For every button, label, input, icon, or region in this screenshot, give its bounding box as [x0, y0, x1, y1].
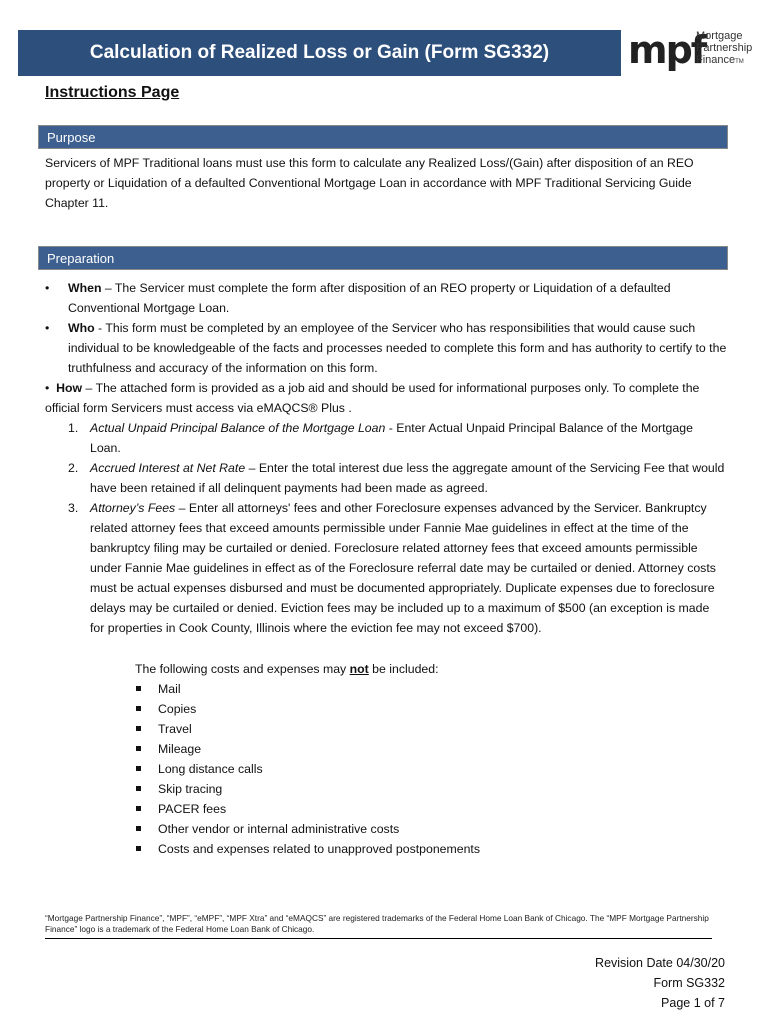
- trademark-footnote: “Mortgage Partnership Finance”, “MPF”, “eMPF”, “MPF Xtra” and “eMAQCS” are registered trademarks of the Federal Home Loan Bank of Chicago. The “MPF Mortgage Partnership Finance” logo is a trademark of the Federal Home Loan Bank of Chicago.: [45, 913, 709, 934]
- square-bullet-icon: [136, 746, 141, 751]
- purpose-text: Servicers of MPF Traditional loans must use this form to calculate any Realized Loss/(Gain) after disposition of an REO property or Liquidation of a defaulted Conventional Mortgage Loan in accordance with MPF Traditional Servicing Guide Chapter 11.: [45, 156, 694, 210]
- form-number: Form SG332: [653, 976, 725, 990]
- step-title: Actual Unpaid Principal Balance of the Mortgage Loan: [90, 421, 386, 435]
- how-label: How: [56, 381, 83, 395]
- cost-label: Costs and expenses related to unapproved postponements: [158, 842, 480, 856]
- logo-line-3: Finance: [696, 54, 736, 66]
- square-bullet-icon: [136, 686, 141, 691]
- step-number: 1.: [68, 421, 79, 435]
- square-bullet-icon: [136, 786, 141, 791]
- who-label: Who: [68, 321, 95, 335]
- revision-date: Revision Date 04/30/20: [595, 956, 725, 970]
- square-bullet-icon: [136, 846, 141, 851]
- step-text: – Enter all attorneys' fees and other Foreclosure expenses advanced by the Servicer. Bankruptcy related attorney fees that exceed amounts permissible under Fannie Mae guidelines in effect at the time of the bankruptcy filing may be curtailed or denied. Foreclosure related attorney fees that exceed amounts permissible under Fannie Mae guidelines in effect as of the Foreclosure referral date may be curtailed or denied. Attorney costs must be actual expenses disbursed and must be documented appropriately. Duplicate expenses due to foreclosure delays may be curtailed or denied. Eviction fees may be included up to a maximum of $500 (an exception is made for properties in Cook County, Illinois where the eviction fee may not exceed $700).: [90, 501, 716, 635]
- how-text: – The attached form is provided as a job aid and should be used for informational purposes only. To complete the official form Servicers must access via eMAQCS® Plus .: [45, 381, 700, 415]
- when-label: When: [68, 281, 102, 295]
- step-title: Accrued Interest at Net Rate: [90, 461, 246, 475]
- cost-label: Travel: [158, 722, 192, 736]
- square-bullet-icon: [136, 806, 141, 811]
- square-bullet-icon: [136, 726, 141, 731]
- costs-intro-pre: The following costs and expenses may: [135, 662, 350, 676]
- cost-label: Long distance calls: [158, 762, 263, 776]
- purpose-heading: Purpose: [47, 129, 96, 145]
- page-title: Instructions Page: [45, 84, 180, 101]
- cost-label: Mileage: [158, 742, 202, 756]
- step-text: - Enter Actual Unpaid Principal Balance of the Mortgage Loan.: [90, 421, 693, 455]
- page-number: Page 1 of 7: [661, 996, 725, 1010]
- form-title: Calculation of Realized Loss or Gain (Form SG332): [89, 42, 550, 63]
- purpose-section-header: [38, 125, 728, 149]
- step-number: 3.: [68, 501, 79, 515]
- form-title-bar: [18, 30, 621, 76]
- footer-info: [595, 953, 725, 1013]
- preparation-heading: Preparation: [47, 250, 115, 266]
- who-text: - This form must be completed by an employee of the Servicer who has responsibilities that would cause such individual to be knowledgeable of the facts and processes needed to complete this form and has authority to certify to the truthfulness and accuracy of the information on this form.: [68, 321, 727, 375]
- cost-label: Skip tracing: [158, 782, 223, 796]
- logo-line-1: Mortgage: [696, 30, 743, 42]
- cost-label: Copies: [158, 702, 197, 716]
- preparation-section-header: [38, 246, 728, 270]
- when-text: – The Servicer must complete the form after disposition of an REO property or Liquidation of a defaulted Conventional Mortgage Loan.: [68, 281, 671, 315]
- logo-mark: mpf: [628, 28, 706, 72]
- cost-label: Mail: [158, 682, 181, 696]
- square-bullet-icon: [136, 826, 141, 831]
- cost-label: PACER fees: [158, 802, 227, 816]
- logo-tm: TM: [735, 59, 744, 65]
- logo-line-2: Partnership: [696, 42, 753, 54]
- bullet-dot: •: [45, 281, 50, 295]
- footer-divider: [45, 938, 712, 939]
- step-title: Attorney’s Fees: [90, 501, 176, 515]
- costs-intro: [135, 659, 439, 679]
- step-text: – Enter the total interest due less the aggregate amount of the Servicing Fee that would have been retained if all delinquent payments had been made as agreed.: [90, 461, 725, 495]
- square-bullet-icon: [136, 706, 141, 711]
- bullet-how: [45, 378, 730, 418]
- costs-intro-post: be included:: [368, 662, 439, 676]
- costs-intro-emphasis: not: [349, 662, 369, 676]
- step-number: 2.: [68, 461, 79, 475]
- bullet-dot: •: [45, 381, 50, 395]
- square-bullet-icon: [136, 766, 141, 771]
- bullet-dot: •: [45, 321, 50, 335]
- cost-label: Other vendor or internal administrative costs: [158, 822, 400, 836]
- mpf-logo: [628, 28, 758, 76]
- logo-wordmark: [696, 30, 752, 68]
